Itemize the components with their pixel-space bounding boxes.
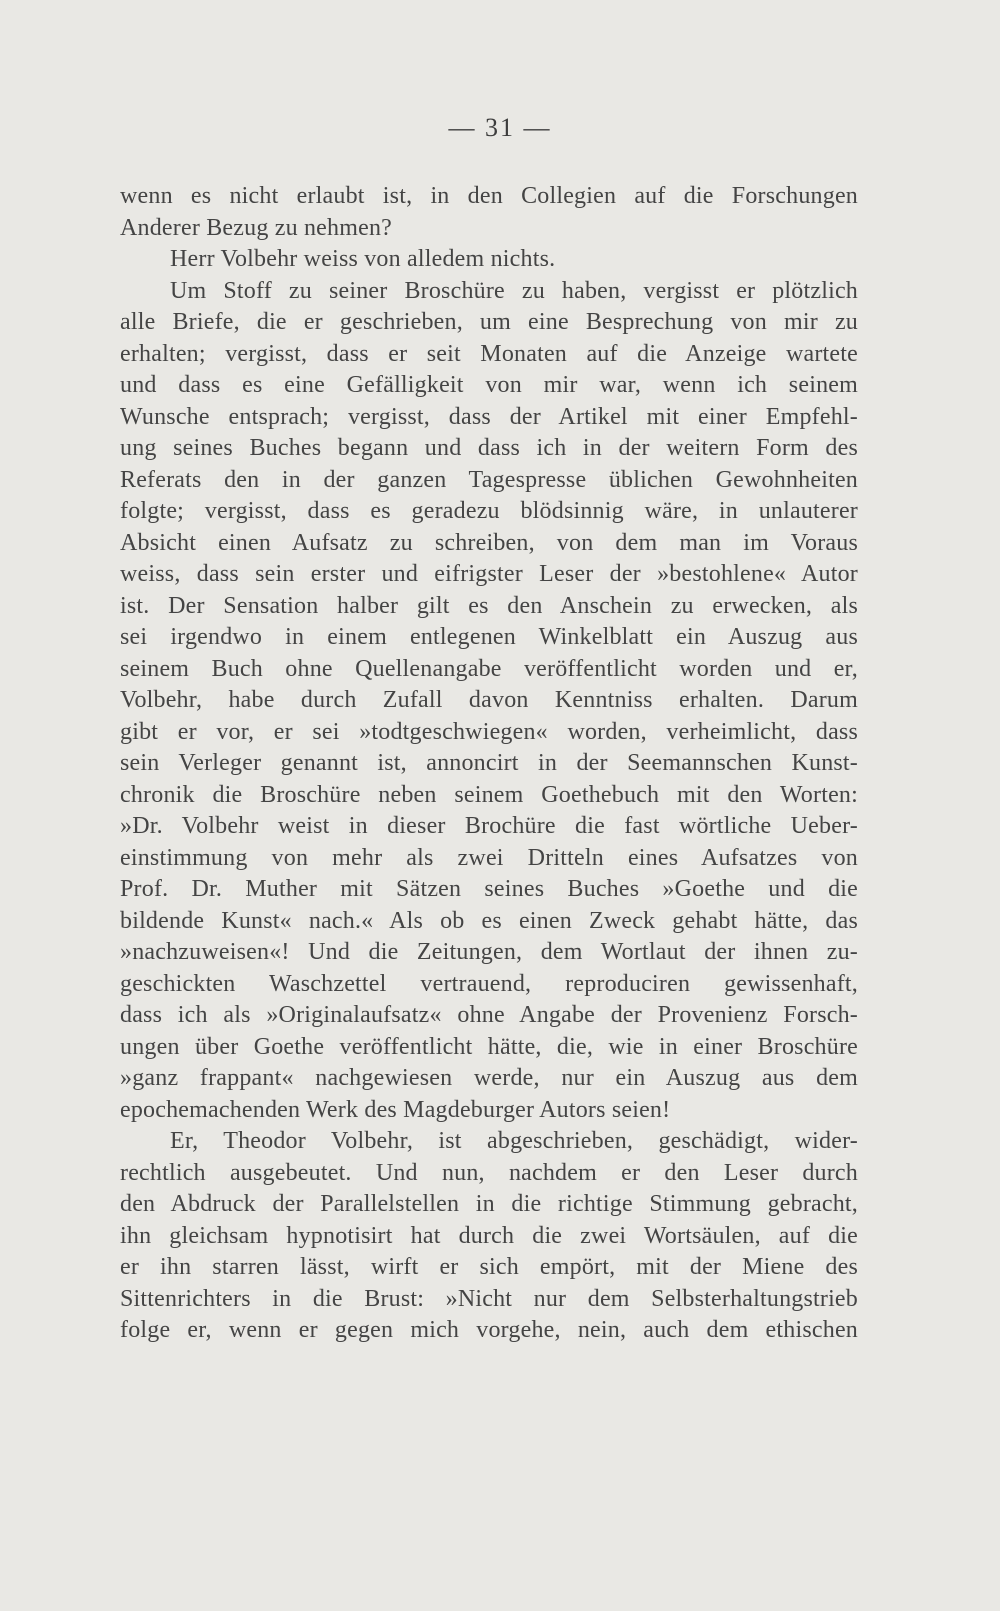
paragraph (120, 244, 858, 276)
text-line: den Abdruck der Parallelstellen in die richtige Stimmung gebracht, (120, 1191, 858, 1217)
text-line: einstimmung von mehr als zwei Dritteln eines Aufsatzes von (120, 844, 858, 871)
text-line: sein Verleger genannt ist, annoncirt in der Seemannschen Kunst- (120, 750, 858, 776)
text-line: wenn es nicht erlaubt ist, in den Collegien auf die Forschungen (120, 183, 858, 209)
text-line: rechtlich ausgebeutet. Und nun, nachdem er den Leser durch (120, 1159, 858, 1186)
text-line: Herr Volbehr weiss von alledem nichts. (170, 246, 556, 272)
text-line: chronik die Broschüre neben seinem Goethebuch mit den Worten: (120, 781, 858, 808)
text-line: folgte; vergisst, dass es geradezu blödsinnig wäre, in unlauterer (120, 498, 858, 524)
text-line: »ganz frappant« nachgewiesen werde, nur ein Auszug aus dem (120, 1065, 858, 1091)
text-line: Volbehr, habe durch Zufall davon Kenntniss erhalten. Darum (120, 687, 858, 713)
text-line: geschickten Waschzettel vertrauend, reproduciren gewissenhaft, (120, 970, 858, 997)
text-line: Wunsche entsprach; vergisst, dass der Artikel mit einer Empfehl- (120, 403, 858, 430)
page-number: — 31 — (448, 113, 552, 142)
text-line: ung seines Buches begann und dass ich in der weitern Form des (120, 435, 858, 461)
text-line: dass ich als »Originalaufsatz« ohne Angabe der Provenienz Forsch- (120, 1002, 858, 1028)
text-line: ist. Der Sensation halber gilt es den Anschein zu erwecken, als (120, 592, 858, 619)
text-line: »Dr. Volbehr weist in dieser Brochüre die fast wörtliche Ueber- (120, 813, 858, 839)
text-line: folge er, wenn er gegen mich vorgehe, nein, auch dem ethischen (120, 1317, 858, 1343)
text-line: sei irgendwo in einem entlegenen Winkelblatt ein Auszug aus (120, 624, 858, 650)
paragraph (120, 181, 858, 244)
body-text (120, 181, 858, 1347)
text-line: bildende Kunst« nach.« Als ob es einen Zweck gehabt hätte, das (120, 907, 858, 934)
text-line: und dass es eine Gefälligkeit von mir war, wenn ich seinem (120, 372, 858, 398)
text-line: erhalten; vergisst, dass er seit Monaten auf die Anzeige wartete (120, 340, 858, 367)
text-line: seinem Buch ohne Quellenangabe veröffentlicht worden und er, (120, 655, 858, 682)
text-line: »nachzuweisen«! Und die Zeitungen, dem Wortlaut der ihnen zu- (120, 939, 858, 965)
text-line: Prof. Dr. Muther mit Sätzen seines Buches »Goethe und die (120, 876, 858, 902)
text-line: Referats den in der ganzen Tagespresse üblichen Gewohnheiten (120, 466, 858, 493)
paragraph (120, 276, 858, 1127)
text-line: ungen über Goethe veröffentlicht hätte, die, wie in einer Broschüre (120, 1033, 858, 1060)
text-line: weiss, dass sein erster und eifrigster Leser der »bestohlene« Autor (120, 561, 858, 587)
text-line: alle Briefe, die er geschrieben, um eine Besprechung von mir zu (120, 309, 858, 335)
text-line: er ihn starren lässt, wirft er sich empört, mit der Miene des (120, 1254, 858, 1280)
text-line: Er, Theodor Volbehr, ist abgeschrieben, geschädigt, wider- (170, 1128, 858, 1154)
text-line: gibt er vor, er sei »todtgeschwiegen« worden, verheimlicht, dass (120, 718, 858, 745)
text-line: epochemachenden Werk des Magdeburger Autors seien! (120, 1096, 671, 1123)
text-line: Absicht einen Aufsatz zu schreiben, von dem man im Voraus (120, 529, 858, 556)
text-line: Um Stoff zu seiner Broschüre zu haben, vergisst er plötzlich (170, 277, 858, 304)
text-line: Sittenrichters in die Brust: »Nicht nur dem Selbsterhaltungstrieb (120, 1285, 858, 1312)
paragraph (120, 1126, 858, 1347)
text-line: ihn gleichsam hypnotisirt hat durch die zwei Wortsäulen, auf die (120, 1222, 858, 1249)
text-line: Anderer Bezug zu nehmen? (120, 214, 393, 241)
